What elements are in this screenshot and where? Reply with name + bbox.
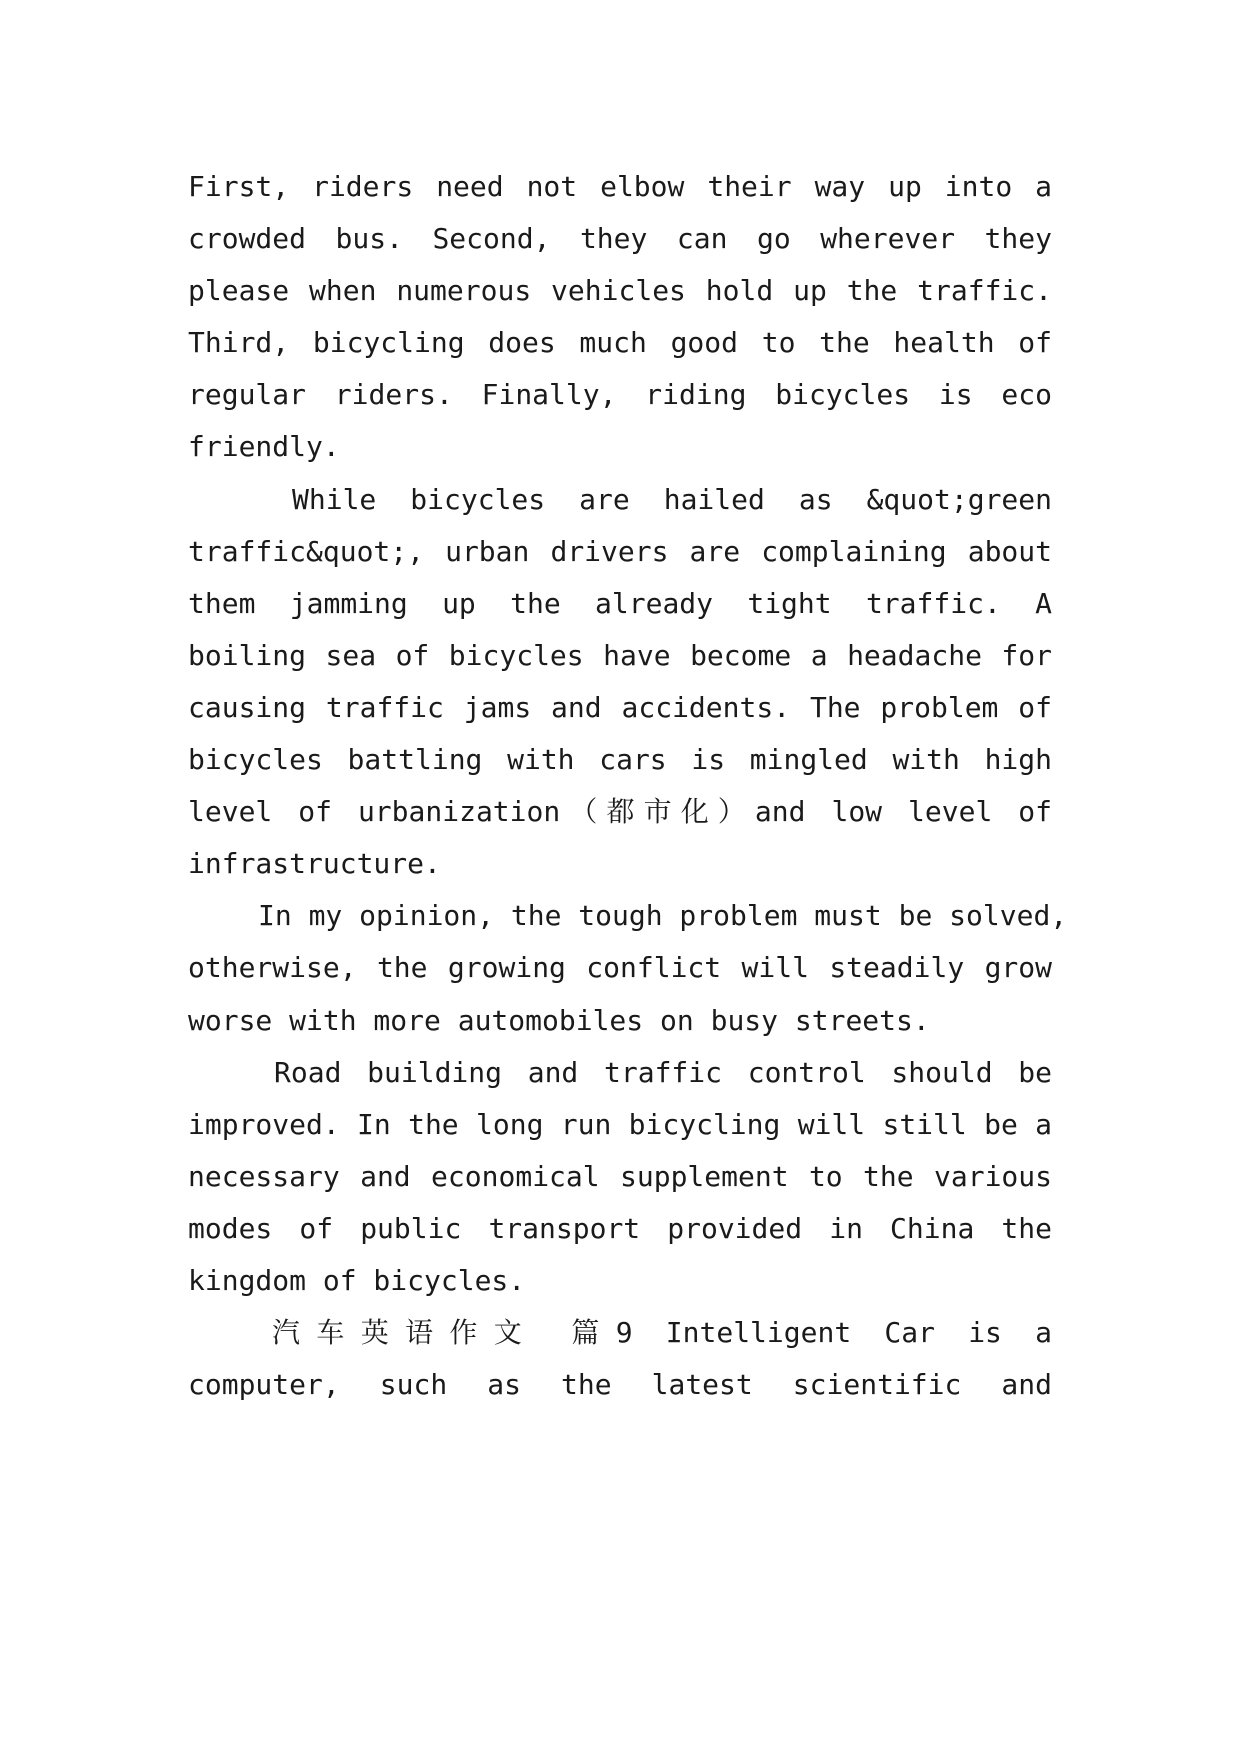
text-line: please when numerous vehicles hold up the traffic. bbox=[188, 274, 1052, 307]
text-line: bicycles battling with cars is mingled with high bbox=[188, 743, 1052, 776]
text-line: In my opinion, the tough problem must be solved, bbox=[258, 899, 1068, 932]
text-line: traffic&quot;, urban drivers are complaining about bbox=[188, 535, 1052, 568]
text-line: 汽车英语作文 篇9 Intelligent Car is a bbox=[272, 1316, 1052, 1349]
text-line: Third, bicycling does much good to the health of bbox=[188, 326, 1052, 359]
text-line: friendly. bbox=[188, 430, 340, 463]
text-line: causing traffic jams and accidents. The problem of bbox=[188, 691, 1052, 724]
text-line: boiling sea of bicycles have become a headache for bbox=[188, 639, 1052, 672]
text-line: level of urbanization（都市化）and low level of bbox=[188, 795, 1052, 828]
text-line: First, riders need not elbow their way up into a bbox=[188, 170, 1052, 203]
text-line: them jamming up the already tight traffic. A bbox=[188, 587, 1052, 620]
text-line: kingdom of bicycles. bbox=[188, 1264, 526, 1297]
text-line: infrastructure. bbox=[188, 847, 441, 880]
text-line: improved. In the long run bicycling will still be a bbox=[188, 1108, 1052, 1141]
text-line: worse with more automobiles on busy streets. bbox=[188, 1004, 930, 1037]
text-line: computer, such as the latest scientific and bbox=[188, 1368, 1052, 1401]
text-line: modes of public transport provided in China the bbox=[188, 1212, 1052, 1245]
text-line: necessary and economical supplement to the various bbox=[188, 1160, 1052, 1193]
text-line: Road building and traffic control should be bbox=[274, 1056, 1052, 1089]
text-line: While bicycles are hailed as &quot;green bbox=[292, 483, 1052, 516]
text-line: crowded bus. Second, they can go wherever they bbox=[188, 222, 1052, 255]
text-line: regular riders. Finally, riding bicycles is eco bbox=[188, 378, 1052, 411]
text-line: otherwise, the growing conflict will steadily grow bbox=[188, 951, 1052, 984]
